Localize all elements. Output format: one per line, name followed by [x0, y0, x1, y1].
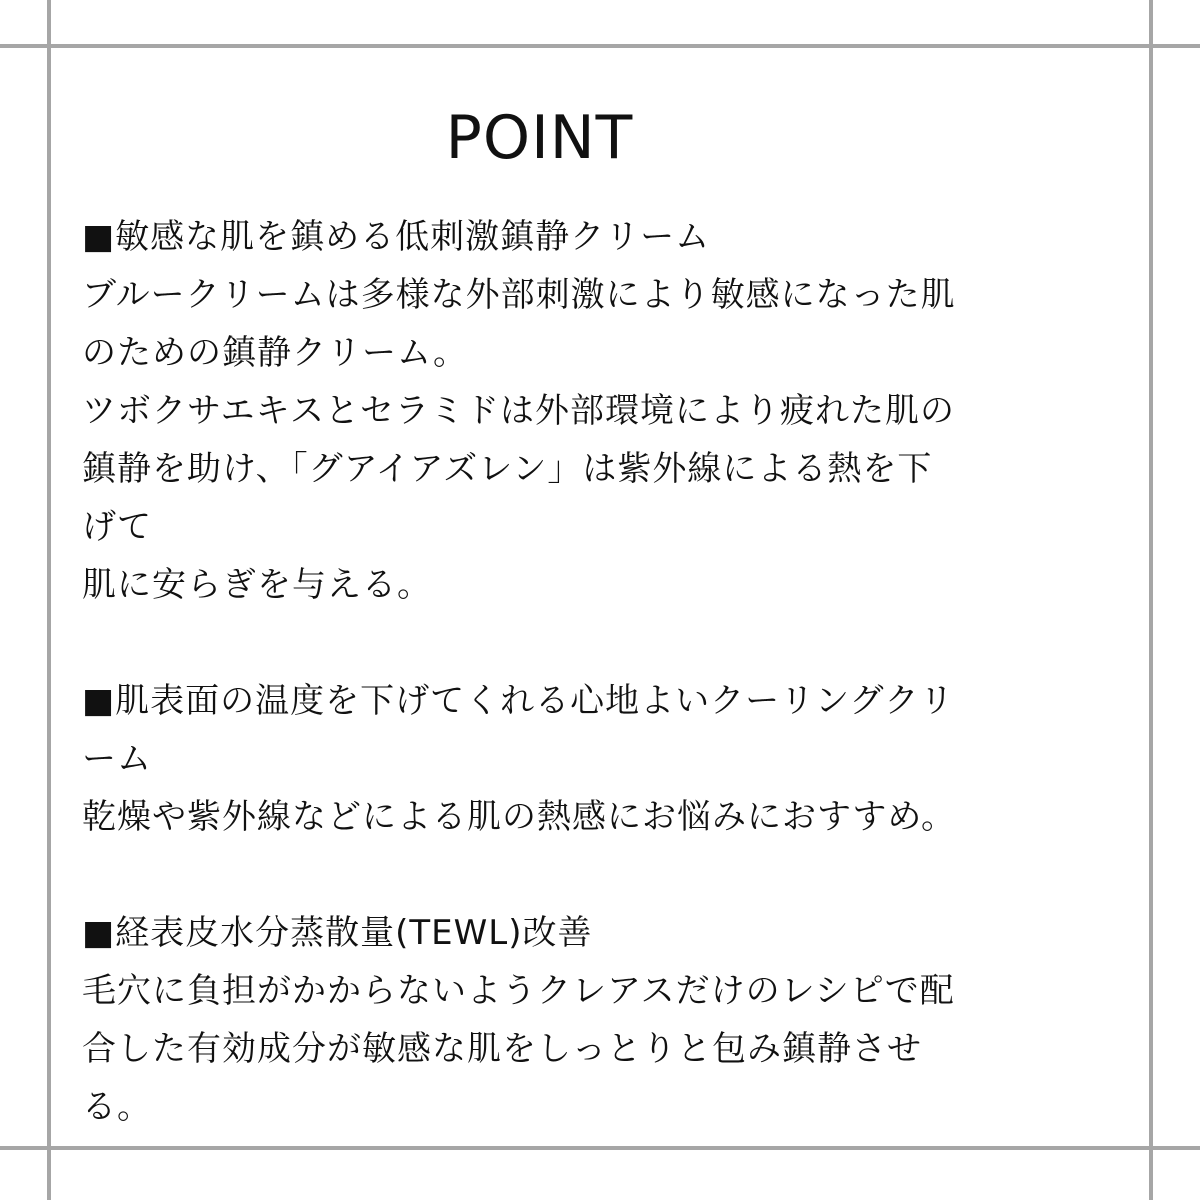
- body-line: ツボクサエキスとセラミドは外部環境により疲れた肌の: [82, 391, 955, 431]
- section-heading: ■敏感な肌を鎮める低刺激鎮静クリーム: [82, 217, 711, 257]
- section-cooling-cream: [82, 672, 1122, 846]
- body-line: 毛穴に負担がかからないようクレアスだけのレシピで配: [82, 971, 955, 1011]
- section-heading-continued: ーム: [82, 739, 152, 779]
- section-heading: ■肌表面の温度を下げてくれる心地よいクーリングクリ: [82, 681, 955, 721]
- section-heading: ■経表皮水分蒸散量(TEWL)改善: [82, 913, 593, 953]
- body-line: 乾燥や紫外線などによる肌の熱感にお悩みにおすすめ。: [82, 797, 956, 837]
- page-title: POINT: [445, 103, 634, 173]
- frame-line-left: [47, 0, 51, 1200]
- body-line: 合した有効成分が敏感な肌をしっとりと包み鎮静させ: [82, 1029, 922, 1069]
- body-line: 肌に安らぎを与える。: [82, 565, 432, 605]
- section-soothing-cream: [82, 208, 1122, 614]
- section-tewl: [82, 904, 1122, 1136]
- point-content: [82, 98, 1122, 1136]
- frame-line-top: [0, 44, 1200, 48]
- body-line: 鎮静を助け、「グアイアズレン」は紫外線による熱を下: [82, 449, 933, 489]
- body-line: のための鎮静クリーム。: [82, 333, 469, 373]
- frame-line-right: [1149, 0, 1153, 1200]
- body-line: げて: [82, 507, 152, 547]
- body-line: る。: [82, 1087, 152, 1127]
- body-line: ブルークリームは多様な外部刺激により敏感になった肌: [82, 275, 956, 315]
- frame-line-bottom: [0, 1146, 1200, 1150]
